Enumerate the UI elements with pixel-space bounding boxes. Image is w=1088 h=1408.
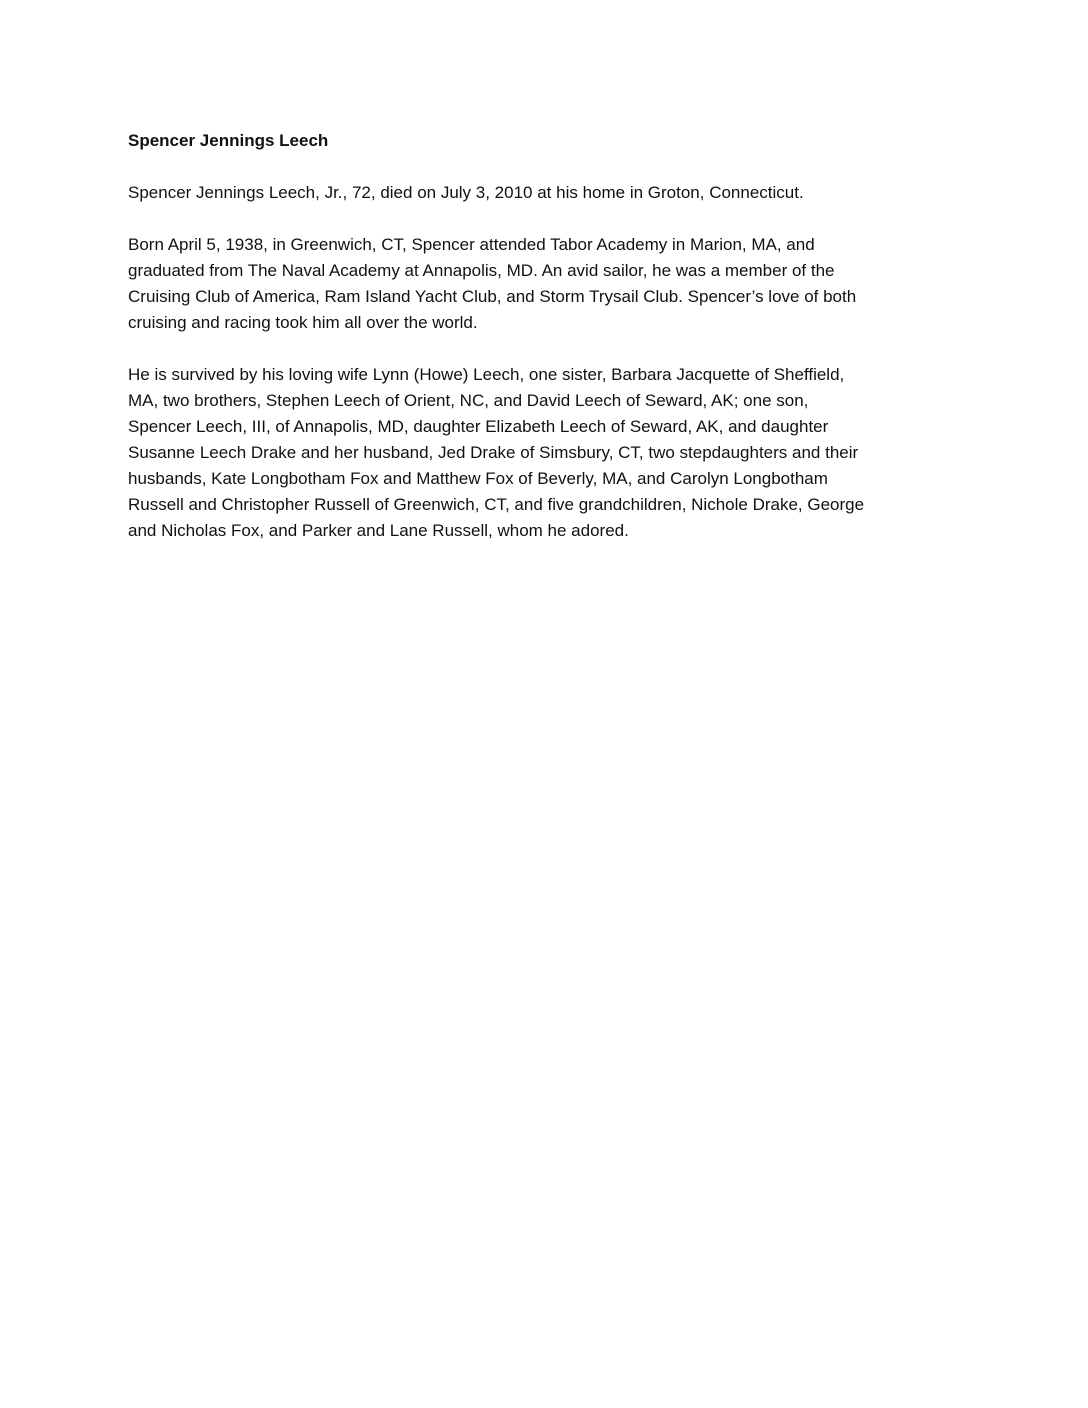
text-line: He is survived by his loving wife Lynn (Howe) Leech, one sister, Barbara Jacquette of Sheffield, [128,365,845,384]
text-line: and Nicholas Fox, and Parker and Lane Russell, whom he adored. [128,521,629,540]
text-line: Born April 5, 1938, in Greenwich, CT, Spencer attended Tabor Academy in Marion, MA, and [128,235,815,254]
document-title: Spencer Jennings Leech [128,131,329,150]
paragraph-survivors [128,362,978,544]
text-line: husbands, Kate Longbotham Fox and Matthew Fox of Beverly, MA, and Carolyn Longbotham [128,469,828,488]
text-line: MA, two brothers, Stephen Leech of Orient, NC, and David Leech of Seward, AK; one son, [128,391,809,410]
text-line: Spencer Leech, III, of Annapolis, MD, daughter Elizabeth Leech of Seward, AK, and daughter [128,417,829,436]
text-line: Russell and Christopher Russell of Greenwich, CT, and five grandchildren, Nichole Drake, George [128,495,865,514]
text-line: Cruising Club of America, Ram Island Yacht Club, and Storm Trysail Club. Spencer’s love of both [128,287,857,306]
document-body [128,128,978,570]
text-line: cruising and racing took him all over the world. [128,313,478,332]
text-line: graduated from The Naval Academy at Annapolis, MD. An avid sailor, he was a member of the [128,261,835,280]
paragraph-death-notice [128,180,978,206]
text-line: Susanne Leech Drake and her husband, Jed Drake of Simsbury, CT, two stepdaughters and their [128,443,859,462]
paragraph-biography [128,232,978,336]
text-line: Spencer Jennings Leech, Jr., 72, died on July 3, 2010 at his home in Groton, Connecticut. [128,183,804,202]
